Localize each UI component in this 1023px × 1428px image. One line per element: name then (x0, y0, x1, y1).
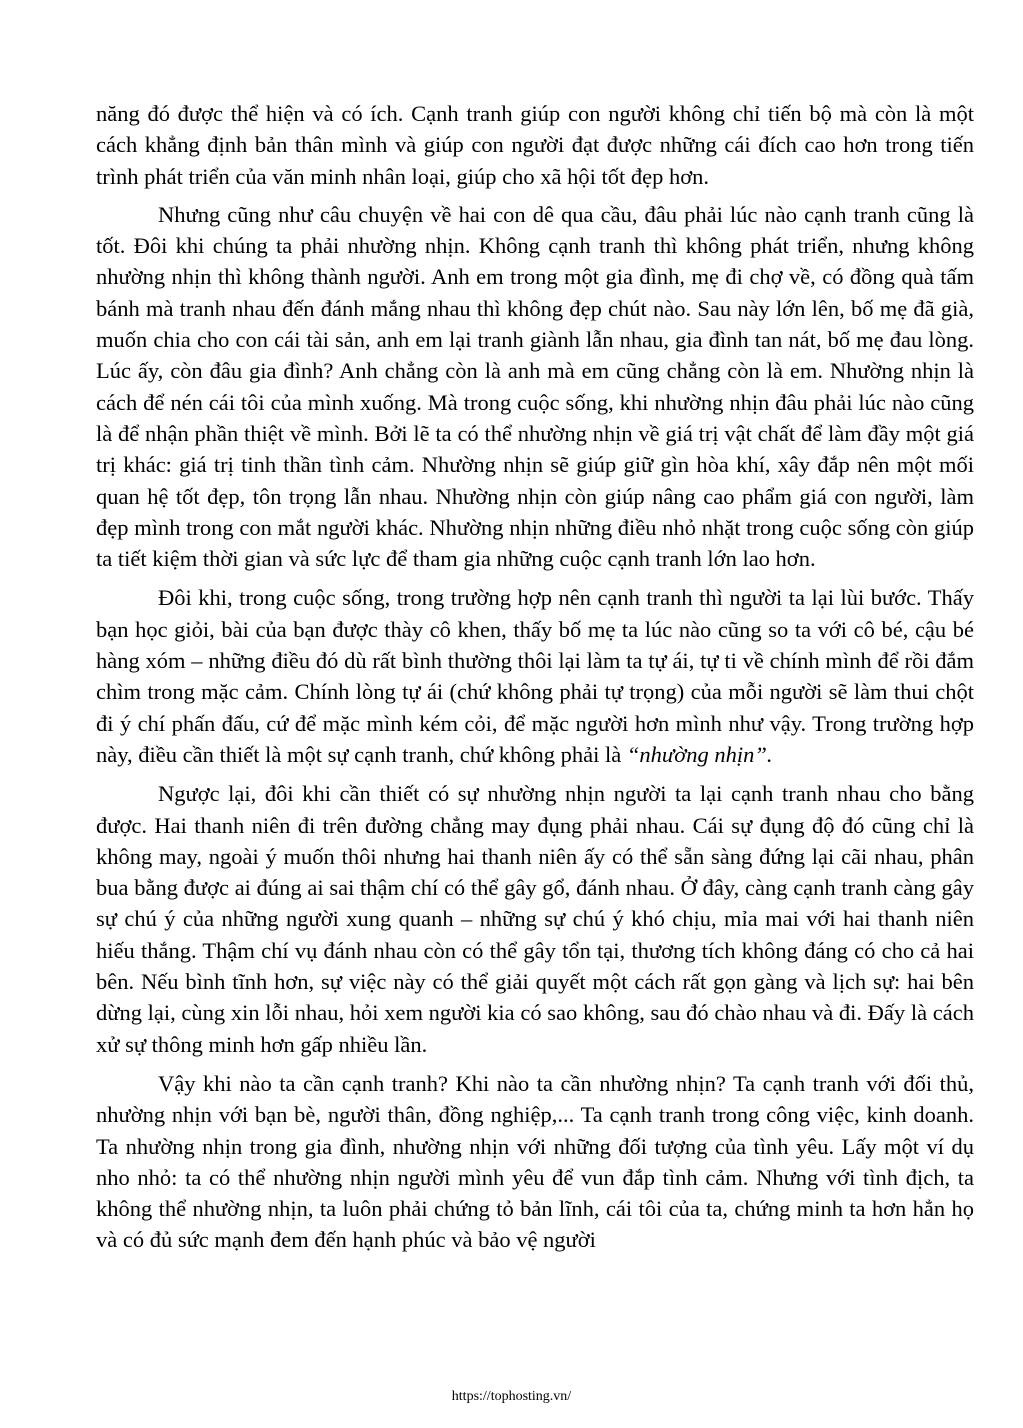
paragraph-3-text: Đôi khi, trong cuộc sống, trong trường hợp nên cạnh tranh thì người ta lại lùi bước. Thấy bạn học giỏi, bài của bạn được thày cô khen, thấy bố mẹ ta lúc nào cũng so ta với cô bé, cậu bé hàng xóm – những điều đó dù rất bình thường thôi lại làm ta tự ái, tự ti về chính mình để rồi đắm chìm trong mặc cảm. Chính lòng tự ái (chứ không phải tự trọng) của mỗi người sẽ làm thui chột đi ý chí phấn đấu, cứ để mặc mình kém cỏi, để mặc người hơn mình như vậy. Trong trường hợp này, điều cần thiết là một sự cạnh tranh, chứ không phải là (96, 585, 974, 767)
paragraph-3 (96, 582, 974, 770)
paragraph-2: Nhưng cũng như câu chuyện về hai con dê qua cầu, đâu phải lúc nào cạnh tranh cũng là tốt. Đôi khi chúng ta phải nhường nhịn. Không cạnh tranh thì không phát triển, nhưng không nhường nhịn thì không thành người. Anh em trong một gia đình, mẹ đi chợ về, có đồng quà tấm bánh mà tranh nhau đến đánh mắng nhau thì không đẹp chút nào. Sau này lớn lên, bố mẹ đã già, muốn chia cho con cái tài sản, anh em lại tranh giành lẫn nhau, gia đình tan nát, bố mẹ đau lòng. Lúc ấy, còn đâu gia đình? Anh chẳng còn là anh mà em cũng chẳng còn là em. Nhường nhịn là cách để nén cái tôi của mình xuống. Mà trong cuộc sống, khi nhường nhịn đâu phải lúc nào cũng là để nhận phần thiệt về mình. Bởi lẽ ta có thể nhường nhịn về giá trị vật chất để làm đầy một giá trị khác: giá trị tinh thần tình cảm. Nhường nhịn sẽ giúp giữ gìn hòa khí, xây đắp nên một mối quan hệ tốt đẹp, tôn trọng lẫn nhau. Nhường nhịn còn giúp nâng cao phẩm giá con người, làm đẹp mình trong con mắt người khác. Nhường nhịn những điều nhỏ nhặt trong cuộc sống còn giúp ta tiết kiệm thời gian và sức lực để tham gia những cuộc cạnh tranh lớn lao hơn. (96, 201, 974, 572)
paragraph-1: năng đó được thể hiện và có ích. Cạnh tranh giúp con người không chỉ tiến bộ mà còn là một cách khẳng định bản thân mình và giúp con người đạt được những cái đích cao hơn trong tiến trình phát triển của văn minh nhân loại, giúp cho xã hội tốt đẹp hơn. (96, 101, 974, 189)
paragraph-3-italic: “nhường nhịn”. (626, 741, 773, 767)
paragraph-4: Ngược lại, đôi khi cần thiết có sự nhường nhịn người ta lại cạnh tranh nhau cho bằng được. Hai thanh niên đi trên đường chẳng may đụng phải nhau. Cái sự đụng độ đó cũng chỉ là không may, ngoài ý muốn thôi nhưng hai thanh niên ấy có thể sẵn sàng đứng lại cãi nhau, phân bua bằng được ai đúng ai sai thậm chí có thể gây gổ, đánh nhau. Ở đây, càng cạnh tranh càng gây sự chú ý của những người xung quanh – những sự chú ý khó chịu, mỉa mai với hai thanh niên hiếu thắng. Thậm chí vụ đánh nhau còn có thể gây tổn tại, thương tích không đáng có cho cả hai bên. Nếu bình tĩnh hơn, sự việc này có thể giải quyết một cách rất gọn gàng và lịch sự: hai bên dừng lại, cùng xin lỗi nhau, hỏi xem người kia có sao không, sau đó chào nhau và đi. Đấy là cách xử sự thông minh hơn gấp nhiều lần. (96, 781, 974, 1057)
paragraph-5: Vậy khi nào ta cần cạnh tranh? Khi nào ta cần nhường nhịn? Ta cạnh tranh với đối thủ, nhường nhịn với bạn bè, người thân, đồng nghiệp,... Ta cạnh tranh trong công việc, kinh doanh. Ta nhường nhịn trong gia đình, nhường nhịn với những đối tượng của tình yêu. Lấy một ví dụ nho nhỏ: ta có thể nhường nhịn người mình yêu để vun đắp tình cảm. Nhưng với tình địch, ta không thể nhường nhịn, ta luôn phải chứng tỏ bản lĩnh, cái tôi của ta, chứng minh ta hơn hẳn họ và có đủ sức mạnh đem đến hạnh phúc và bảo vệ người (96, 1070, 974, 1253)
document-body (96, 98, 974, 1264)
footer-url[interactable]: https://tophosting.vn/ (451, 1389, 572, 1404)
